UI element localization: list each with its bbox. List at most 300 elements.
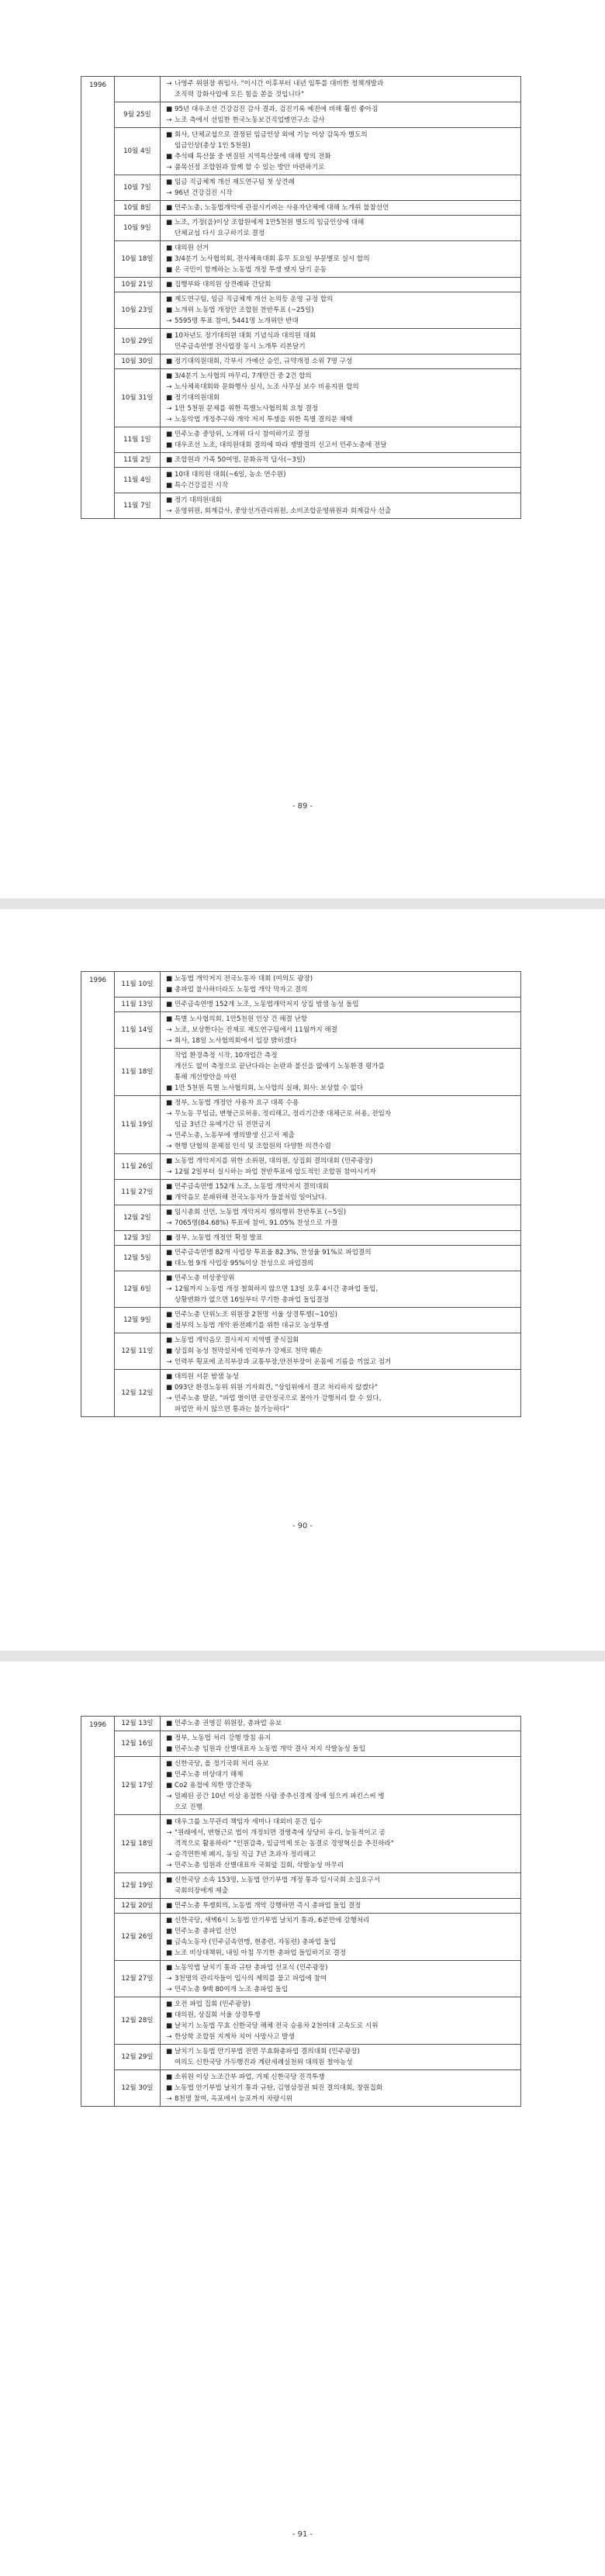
table-row [81,278,521,292]
table-row [81,1731,521,1757]
event-text: 민주노총 비상중앙위 [175,1274,235,1282]
bullet-square-icon: ■ [165,1917,173,1924]
event-line [164,2083,517,2094]
event-text: 회사, 18일 노사협의회에서 입장 밝히겠다 [175,1037,297,1045]
event-text: 총파업 불사하더라도 노동법 개악 막자고 결의 [175,986,308,994]
arrow-right-icon: → [166,1975,172,1983]
event-text: 나영주 위원장 취임사. "이시간 이후부터 내년 임투를 대비한 정책개발과 [175,80,384,88]
arrow-right-icon: → [166,1986,172,1993]
arrow-right-icon: → [166,383,172,391]
event-text: 밀폐된 공간 10년 이상 용접한 사람 중추신경계 장애 일으켜 파킨스씨 병 [175,1793,385,1800]
event-text: 정부, 노동법 개정안 확정 발표 [175,1234,263,1242]
event-text: 정기 대의원대회 [175,496,222,504]
event-line [164,984,517,995]
table-row [81,1370,521,1417]
event-text: 승격연한제 폐지, 동일 직급 7년 초과자 정리해고 [175,1851,316,1859]
event-line [164,1192,517,1203]
bullet-square-icon: ■ [165,1949,173,1957]
event-text: 7065명(84.68%) 투표에 참여, 91.05% 찬성으로 가결 [175,1219,338,1227]
event-cell [161,453,521,468]
date-cell: 12월 11일 [115,1333,161,1370]
event-text: 임금 직급체계 개선 제도연구팀 첫 상견례 [175,178,295,186]
event-text: "원래에서, 변형근로 법이 개정되면 경영측에 상당히 유리, 능동적이고 공 [175,1829,386,1837]
date-cell: 12월 6일 [115,1271,161,1308]
bullet-square-icon: ■ [165,1157,173,1165]
chronology-table [81,76,521,519]
bullet-square-icon: ■ [165,244,173,252]
table-row [81,1180,521,1205]
event-text: 민주금속연맹 82개 사업장 투표율 82.3%, 찬성율 91%로 파업결의 [175,1249,372,1257]
arrow-right-icon: → [166,1862,172,1869]
page-91 [0,1661,605,2576]
event-text: 1만 5천원 문제를 위한 특별노사협의회 요청 결정 [175,405,319,413]
page-number: - 90 - [292,1522,313,1530]
bullet-square-icon: ■ [165,1760,173,1768]
event-line [164,130,517,140]
event-cell [161,201,521,216]
bullet-square-icon: ■ [165,471,173,479]
event-cell [161,493,521,519]
event-text: 노사체육대회와 문화행사 실시, 노조 사무실 보수 비용지원 합의 [175,383,359,391]
bullet-square-icon: ■ [165,1902,173,1910]
event-line [164,1948,517,1959]
event-cell [161,1205,521,1231]
table-row [81,998,521,1012]
event-line [164,1050,517,1061]
event-text: 대의원 서문 밤샘 농성 [175,1373,239,1381]
event-cell [161,2045,521,2070]
event-line [164,294,517,305]
bullet-square-icon: ■ [165,266,173,274]
date-cell: 11월 27일 [115,1180,161,1205]
event-text: 운영위원, 회계감사, 중앙선거관리위원, 소비조합운영위원과 회계감사 선출 [175,507,392,515]
event-text: 조합원과 가족 50여명, 문화유적 답사(~3일) [175,456,306,464]
event-cell [161,1096,521,1154]
bullet-square-icon: ■ [165,1928,173,1935]
table-row [81,972,521,998]
bullet-square-icon: ■ [165,1347,173,1355]
event-line [164,341,517,352]
bullet-square-icon: ■ [165,1876,173,1884]
event-line [164,151,517,162]
table-row [81,354,521,369]
event-line [164,480,517,491]
bullet-square-icon: ■ [165,1745,173,1753]
date-cell: 12월 13일 [115,1717,161,1731]
date-cell: 10월 23일 [115,292,161,329]
event-text: 정부, 노동법 처리 강행 방침 유지 [175,1734,271,1742]
date-cell: 11월 19일 [115,1096,161,1154]
event-line [164,89,517,100]
event-text: 12월 2일부터 실시하는 파업 찬반투표에 압도적인 조합원 참여시키자 [175,1168,376,1176]
arrow-right-icon: → [166,416,172,424]
event-cell [161,1731,521,1757]
event-text: 여의도 신한국당 가두행진과 계란세례실천위 대의원 철야농성 [175,2059,353,2066]
event-text: 으로 진행 [175,1803,202,1811]
event-line [164,1036,517,1046]
event-text: 노동법 개악저지를 위한 소위원, 대의원, 상집회 결의대회 (민주광장) [175,1157,373,1165]
table-row [81,1757,521,1815]
bullet-square-icon: ■ [165,332,173,340]
event-text: 대우그룹 노무관리 책임자 세미나 대외비 문건 입수 [175,1818,323,1826]
event-line [164,1817,517,1827]
table-row [81,1997,521,2045]
event-text: 회사, 단체교섭으로 결정된 임금인상 외에 기능 이상 감독자 별도의 [175,131,368,139]
event-line [164,1181,517,1192]
event-text: 3/4분기 노사협의 마무리, 7개안건 중 2건 합의 [175,372,312,380]
event-line [164,1233,517,1243]
event-line [164,2010,517,2021]
event-line [164,188,517,199]
event-cell [161,1012,521,1049]
event-line [164,305,517,316]
event-line [164,104,517,115]
event-text: 상집회 농성 천막설치에 인력부가 강제로 천막 훼손 [175,1347,323,1355]
event-text: 대우조선 노조, 대의원대회 결의에 따라 쟁발결의 신고서 민주노총에 전달 [175,441,387,449]
bullet-square-icon: ■ [165,2000,173,2008]
chronology-table [81,1716,521,2107]
event-line [164,2094,517,2104]
event-line [164,973,517,984]
event-text: 격적으로 활용하라" "인원감축, 임금억제 또는 동결로 경영혁신을 추진하라" [175,1840,394,1848]
event-line [164,1791,517,1802]
table-row [81,1899,521,1914]
event-line [164,1780,517,1791]
bullet-square-icon: ■ [165,1183,173,1191]
table-row [81,1271,521,1308]
event-line [164,162,517,173]
event-line [164,1758,517,1769]
event-line [164,1273,517,1284]
event-text: 노동법 개악저지 전국노동자 대회 (여의도 광장) [175,975,313,983]
event-text: 제도연구팀, 임금 직급체계 개선 논의등 운영 규정 합의 [175,296,334,303]
event-line [164,1247,517,1258]
event-text: 국회의장에게 제출 [175,1887,229,1895]
event-cell [161,369,521,427]
event-line [164,356,517,367]
event-text: 특수건강검진 시작 [175,482,229,489]
arrow-right-icon: → [166,1037,172,1045]
event-text: 민주금속연맹 152개 노조, 노동법 개악저지 결의대회 [175,1183,329,1191]
event-text: 신한국당, 새벽6시 노동법 안기부법 날치기 통과, 6분만에 강행처리 [175,1917,370,1924]
event-line [164,265,517,275]
event-text: 10대 대의원 대회(~6일, 농소 연수원) [175,471,286,479]
event-cell [161,1180,521,1205]
event-line [164,1733,517,1744]
event-text: 금속노동자 (민주금속연맹, 현총련, 자동련) 총파업 돌입 [175,1938,337,1946]
event-line [164,1769,517,1780]
event-line [164,1295,517,1305]
table-row [81,292,521,329]
date-cell: 11월 1일 [115,427,161,453]
event-line [164,217,517,228]
table-row [81,1308,521,1333]
arrow-right-icon: → [166,1395,172,1402]
event-text: 임시총회 선언, 노동법 개악저지 쟁의행위 찬반투표 (~5일) [175,1208,347,1216]
table-row [81,1154,521,1180]
bullet-square-icon: ■ [165,1384,173,1392]
date-cell: 12월 29일 [115,2045,161,2070]
event-text: 무노동 무임금, 변형근로허용, 정리해고, 정리기간중 대체근로 허용, 전임자 [175,1110,392,1118]
table-row [81,329,521,354]
event-text: 통해 개선방안을 마련 [175,1074,237,1081]
event-text: 대노협 9개 사업장 95%이상 찬성으로 파업결의 [175,1260,314,1267]
event-text: 작업 환경측정 시작, 10개업간 측정 [175,1052,278,1060]
bullet-square-icon: ■ [165,281,173,289]
event-line [164,1371,517,1382]
date-cell: 12월 18일 [115,1815,161,1873]
date-cell: 12월 19일 [115,1873,161,1899]
arrow-right-icon: → [166,317,172,325]
event-text: 민주노총 총파업 선언 [175,1928,237,1935]
event-cell [161,278,521,292]
event-cell [161,77,521,102]
event-cell [161,354,521,369]
bullet-square-icon: ■ [165,1015,173,1023]
event-text: 추석때 특산물 중 변질된 지역특산물에 대해 항의 전화 [175,153,331,161]
event-text: 정부의 노동법 개악 완전폐기를 위한 대규모 농성투쟁 [175,1322,330,1329]
date-cell: 12월 2일 [115,1205,161,1231]
bullet-square-icon: ■ [165,456,173,464]
event-line [164,1886,517,1897]
event-text: 5595명 투표 참여, 5441명 노개위안 반대 [175,317,299,325]
event-cell [161,972,521,998]
bullet-square-icon: ■ [165,1274,173,1282]
event-line [164,1025,517,1036]
event-line [164,1108,517,1119]
date-cell: 12월 9일 [115,1308,161,1333]
table-row [81,1246,521,1271]
bullet-square-icon: ■ [165,1194,173,1202]
table-row [81,175,521,201]
table-row [81,453,521,468]
event-line [164,1207,517,1218]
table-row [81,128,521,175]
event-line [164,202,517,213]
event-text: 날치기 노동법 무효 신한국당 해체 전국 승용차 2천여대 고속도로 시위 [175,2022,379,2030]
event-text: 093단 환경노동위 위원 기자회견, "상임위에서 결코 처리하지 않겠다" [175,1384,379,1392]
bullet-square-icon: ■ [165,441,173,449]
event-text: 임금인상(총상 1인 5천원) [175,142,251,150]
date-cell: 10월 9일 [115,216,161,241]
event-text: 특별 노사협의회, 1만5천원 인상 건 해결 난항 [175,1015,308,1023]
event-text: 노조, 보상한다는 전제로 제도연구팀에서 11월까지 해결 [175,1026,337,1034]
event-cell [161,175,521,201]
event-text: 온 국민이 함께하는 노동법 개정 투쟁 뱃지 달기 운동 [175,266,327,274]
bullet-square-icon: ■ [165,1373,173,1381]
table-row [81,201,521,216]
table-row [81,1333,521,1370]
event-line [164,1404,517,1415]
event-text: 대의원, 상집회 서울 상경투쟁 [175,2011,261,2019]
date-cell: 12월 3일 [115,1231,161,1246]
bullet-square-icon: ■ [165,1734,173,1742]
event-line [164,2057,517,2068]
event-line [164,140,517,151]
event-text: 개악음모 분쇄위해 전국노동자가 들불처럼 일어났다. [175,1194,327,1202]
chronology-table [81,971,521,1417]
event-text: 집행부와 대의원 상견례와 간담회 [175,281,271,289]
event-text: 노개위 노동법 개정안 조합원 찬반투표 (~25일) [175,306,314,314]
bullet-square-icon: ■ [165,1322,173,1329]
event-line [164,999,517,1010]
event-text: 노조, 기정(을)이상 조합원에게 1만5천원 별도의 임금인상에 대해 [175,219,365,226]
event-cell [161,1914,521,1961]
event-text: 신한국당, 올 정기국회 처리 유보 [175,1760,269,1768]
table-row [81,1205,521,1231]
table-row [81,1914,521,1961]
event-cell [161,998,521,1012]
event-text: 1만 5천원 특별 노사협의회, 노사합의 실패, 회사: 보상할 수 없다 [175,1084,364,1092]
event-text: 상황변화가 없으면 16일부터 무기한 총파업 돌입결정 [175,1296,329,1304]
event-line [164,1083,517,1094]
event-line [164,177,517,188]
event-text: 날치기 노동법 안기부법 전면 무효화총파업 결의대회 (민주광장) [175,2048,360,2056]
event-cell [161,241,521,278]
bullet-square-icon: ■ [165,1720,173,1727]
bullet-square-icon: ■ [165,255,173,263]
event-line [164,1156,517,1167]
date-cell: 10월 31일 [115,369,161,427]
event-text: 오전 파업 집회 (민주광장) [175,2000,251,2008]
event-text: 민주노총 임원과 산별대표자 노동법 개악 결사 저지 삭발농성 돌입 [175,1745,365,1753]
event-line [164,2021,517,2031]
event-text: 민주금속연맹 전사업장 동시 노개투 리본달기 [175,343,306,351]
event-text: 민주노총 권영길 위원장, 총파업 유보 [175,1720,282,1727]
event-cell [161,292,521,329]
date-cell: 12월 30일 [115,2070,161,2107]
bullet-square-icon: ■ [165,986,173,994]
event-text: 민주노총, 노동부에 쟁의발생 신고서 제출 [175,1132,295,1139]
event-cell [161,1308,521,1333]
event-text: 민주노총 중앙위, 노개위 다시 참여하기로 결정 [175,430,310,438]
event-cell [161,128,521,175]
event-text: 3/4분기 노사협의회, 전사체육대회 휴무 토요일 부문별로 실시 합의 [175,255,370,263]
date-cell: 12월 17일 [115,1757,161,1815]
date-cell: 10월 7일 [115,175,161,201]
event-text: 품목선정 조합원과 함께 할 수 있는 방안 마련하기로 [175,164,325,171]
date-cell: 11월 4일 [115,468,161,493]
table-row [81,1815,521,1873]
event-text: 정기대의원대회 [175,394,220,402]
event-cell [161,1757,521,1815]
bullet-square-icon: ■ [165,358,173,365]
table-row [81,77,521,102]
event-text: 민주노총 9백 80여개 노조 총파업 돌입 [175,1986,289,1993]
page-number: - 89 - [292,802,313,811]
event-line [164,243,517,254]
bullet-square-icon: ■ [165,1208,173,1216]
bullet-square-icon: ■ [165,394,173,402]
event-text: 민주노총, 노동법개악에 관점시키려는 사용자단체에 대해 노개위 불참선언 [175,204,389,212]
date-cell: 11월 26일 [115,1154,161,1180]
table-row [81,468,521,493]
event-line [164,1937,517,1948]
date-cell: 11월 18일 [115,1049,161,1096]
page-number: - 91 - [292,2530,313,2539]
event-line [164,316,517,327]
event-cell [161,1899,521,1914]
event-line [164,506,517,517]
event-text: 민주노총 임원과 산별대표자 국회앞 집회, 삭발농성 마무리 [175,1862,344,1869]
bullet-square-icon: ■ [165,1818,173,1826]
arrow-right-icon: → [166,1358,172,1366]
bullet-square-icon: ■ [165,2011,173,2019]
event-text: 조직력 강화사업에 모든 힘을 쏟을 것입니다" [175,91,305,99]
event-line [164,1098,517,1108]
event-line [164,455,517,465]
event-line [164,1838,517,1849]
year-cell: 1996 [81,77,115,519]
date-cell: 10월 29일 [115,329,161,354]
table-row [81,1049,521,1096]
table-row [81,427,521,453]
table-row [81,2070,521,2107]
page-separator [0,898,605,909]
event-line [164,469,517,480]
arrow-right-icon: → [166,1285,172,1293]
arrow-right-icon: → [166,1143,172,1150]
event-line [164,440,517,451]
event-line [164,1860,517,1871]
date-cell: 10월 18일 [115,241,161,278]
bullet-square-icon: ■ [165,1311,173,1319]
table-row [81,102,521,128]
event-line [164,1973,517,1984]
event-text: 파업만 하지 않으면 통과는 불가능하다" [175,1406,289,1413]
arrow-right-icon: → [166,116,172,124]
event-text: 소위원 이상 노조간부 파업, 거제 신한국당 진격투쟁 [175,2073,325,2081]
arrow-right-icon: → [166,164,172,171]
event-line [164,1167,517,1177]
bullet-square-icon: ■ [165,105,173,113]
event-text: 민주노총 단위노조 위원장 2천명 서울 상경투쟁(~10일) [175,1311,337,1319]
event-text: 노동악법 날치기 통과 규탄 총파업 선포식 (민주광장) [175,1964,328,1972]
event-cell [161,1815,521,1873]
arrow-right-icon: → [166,2095,172,2103]
table-row [81,1012,521,1049]
event-line [164,403,517,414]
event-line [164,1309,517,1320]
date-cell: 12월 20일 [115,1899,161,1914]
event-text: 정기대의원대회, 각부서 가예산 승인, 규약개정 소위 7명 구성 [175,358,353,365]
bullet-square-icon: ■ [165,131,173,139]
event-line [164,1849,517,1860]
arrow-right-icon: → [166,507,172,515]
date-cell: 10월 8일 [115,201,161,216]
event-text: 12월까지 노동법 개정 철회하지 않으면 13일 오후 4시간 총파업 돌입, [175,1285,379,1293]
event-line [164,414,517,425]
table-row [81,493,521,519]
page-89 [0,0,605,898]
event-line [164,1061,517,1072]
arrow-right-icon: → [166,1851,172,1859]
event-cell [161,2070,521,2107]
event-line [164,1284,517,1295]
bullet-square-icon: ■ [165,2073,173,2081]
arrow-right-icon: → [166,1829,172,1837]
event-line [164,254,517,265]
bullet-square-icon: ■ [165,1001,173,1008]
date-cell: 11월 2일 [115,453,161,468]
bullet-square-icon: ■ [165,153,173,161]
event-line [164,228,517,239]
bullet-square-icon: ■ [165,204,173,212]
arrow-right-icon: → [166,1026,172,1034]
event-text: 대의원 선거 [175,244,209,252]
event-text: Co2 용접에 의한 망간중독 [175,1782,252,1789]
event-line [164,1718,517,1729]
